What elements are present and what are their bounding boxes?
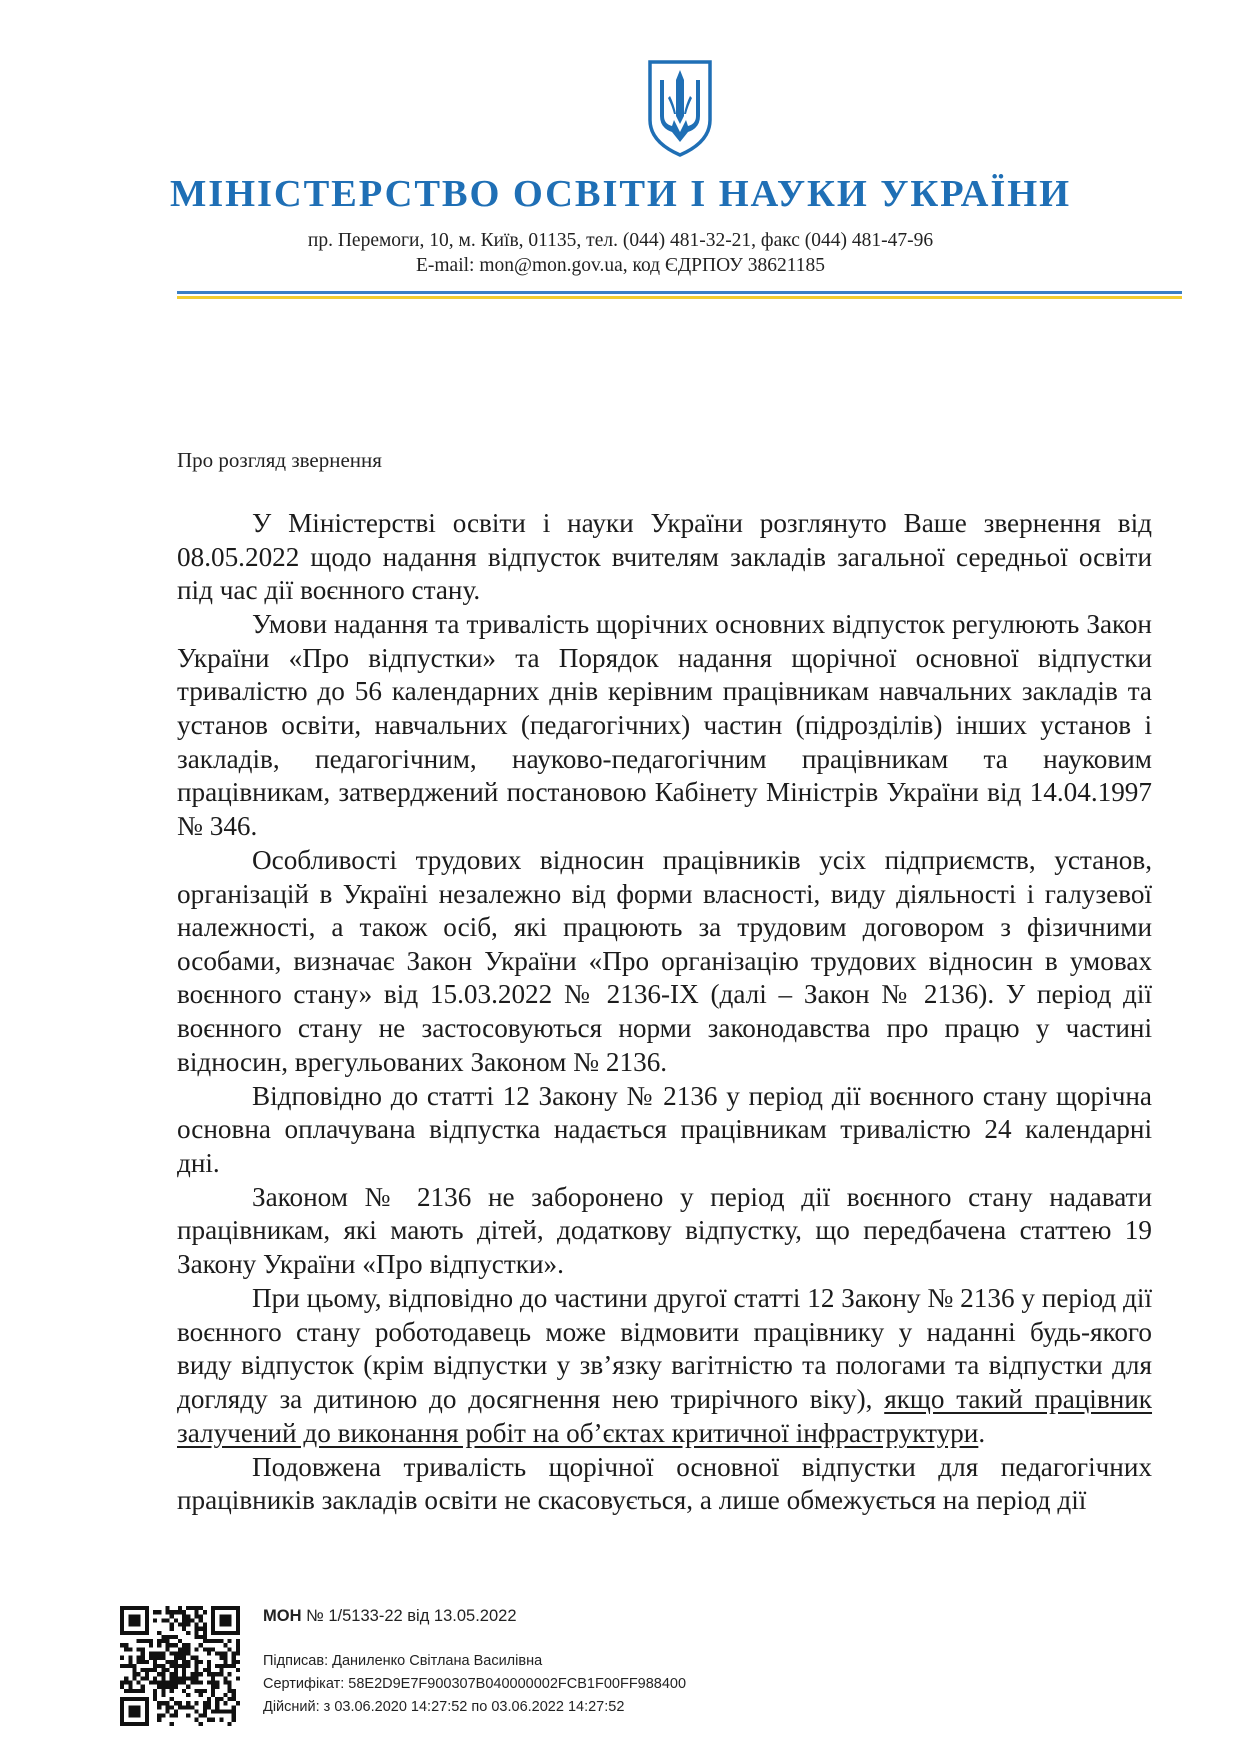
registration-number bbox=[263, 1607, 517, 1626]
address-line-1: пр. Перемоги, 10, м. Київ, 01135, тел. (044) 481-32-21, факс (044) 481-47-96 bbox=[307, 230, 934, 251]
validity: Дійсний: з 03.06.2020 14:27:52 по 03.06.2022 14:27:52 bbox=[263, 1699, 625, 1715]
ukraine-trident-emblem-icon bbox=[646, 58, 714, 158]
header-divider-blue bbox=[177, 291, 1182, 294]
paragraph-6-end: . bbox=[978, 1417, 986, 1448]
letter-subject: Про розгляд звернення bbox=[177, 448, 382, 472]
signer: Підписав: Даниленко Світлана Василівна bbox=[263, 1653, 543, 1669]
qr-code-icon bbox=[120, 1606, 240, 1726]
ministry-title: МІНІСТЕРСТВО ОСВІТИ І НАУКИ УКРАЇНИ bbox=[170, 173, 1071, 215]
paragraph-4: Відповідно до статті 12 Закону № 2136 у період дії воєнного стану щорічна основна оплачувана відпустка надається працівникам тривалістю 24 календарні дні. bbox=[177, 1080, 1152, 1178]
registration-rest: № 1/5133-22 від 13.05.2022 bbox=[301, 1607, 517, 1625]
address-line-2: E-mail: mon@mon.gov.ua, код ЄДРПОУ 38621185 bbox=[415, 255, 826, 276]
paragraph-7: Подовжена тривалість щорічної основної відпустки для педагогічних працівників закладів освіти не скасовується, а лише обмежується на період дії bbox=[177, 1451, 1152, 1516]
paragraph-6-underlined: якщо такий працівник залучений до виконання робіт на об’єктах критичної інфраструктури bbox=[177, 1383, 1153, 1448]
paragraph-5: Законом № 2136 не заборонено у період дії воєнного стану надавати працівникам, які мають дітей, додаткову відпустку, що передбачена статтею 19 Закону України «Про відпустки». bbox=[177, 1181, 1152, 1280]
header-divider-yellow bbox=[177, 296, 1182, 299]
registration-org: МОН bbox=[263, 1607, 302, 1625]
paragraph-2: Умови надання та тривалість щорічних основних відпусток регулюють Закон України «Про відпустки» та Порядок надання щорічної основної відпустки тривалістю до 56 календарних днів керівним працівникам навчальних закладів та установ освіти, навчальних (педагогічних) частин (підрозділів) інших установ і закладів, педагогічним, науково-педагогічним працівникам та науковим працівникам, затверджений постановою Кабінету Міністрів України від 14.04.1997 № 346. bbox=[177, 609, 1152, 841]
letter-body bbox=[177, 507, 1152, 1518]
paragraph-6 bbox=[177, 1282, 1152, 1450]
paragraph-1: У Міністерстві освіти і науки України розглянуто Ваше звернення від 08.05.2022 щодо надання відпусток вчителям закладів загальної середньої освіти під час дії воєнного стану. bbox=[177, 508, 1152, 606]
paragraph-6-text: При цьому, відповідно до частини другої статті 12 Закону № 2136 у період дії воєнного стану роботодавець може відмовити працівнику у наданні будь-якого виду відпусток (крім відпустки у зв’язку вагітністю та пологами та відпустки для догляду за дитиною до досягнення нею трирічного віку), bbox=[177, 1283, 1152, 1414]
paragraph-3: Особливості трудових відносин працівників усіх підприємств, установ, організацій в Україні незалежно від форми власності, виду діяльності і галузевої належності, а також осіб, які працюють за трудовим договором з фізичними особами, визначає Закон України «Про організацію трудових відносин в умовах воєнного стану» від 15.03.2022 № 2136-IX (далі – Закон № 2136). У період дії воєнного стану не застосовуються норми законодавства про працю у частині відносин, врегульованих Законом № 2136. bbox=[177, 844, 1152, 1077]
certificate: Сертифікат: 58E2D9E7F900307B040000002FCB1F00FF988400 bbox=[263, 1676, 687, 1692]
